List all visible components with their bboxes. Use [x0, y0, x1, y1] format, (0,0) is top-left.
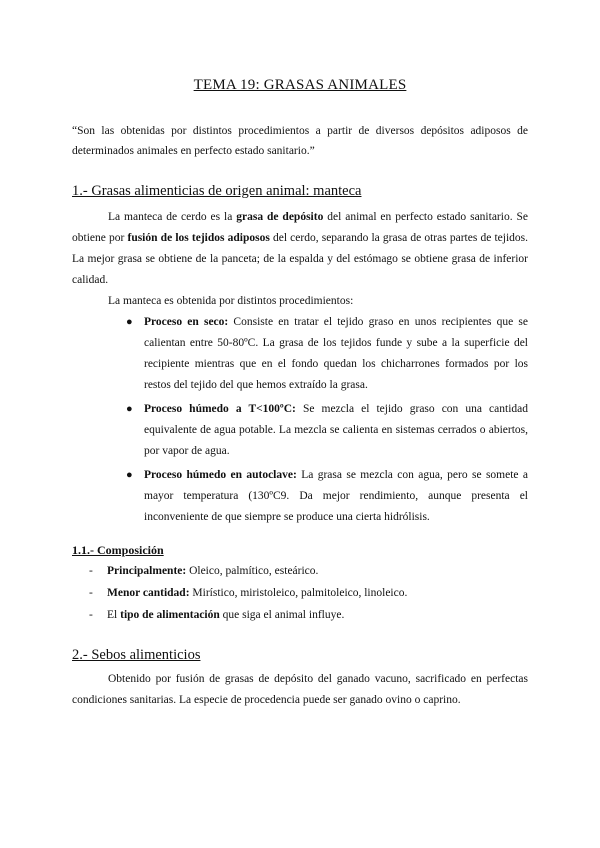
section-1-1-heading: 1.1.- Composición — [72, 543, 164, 557]
bullet-icon: ● — [126, 403, 133, 415]
list-item: ● Proceso en seco: Consiste en tratar el tejido graso en unos recipientes que se calientan entre 50-80ºC. La grasa de los tejidos funde y sube a la superficie del recipiente mientras que en el fondo quedan los chicharrones formados por los restos del tejido del que hemos extraído la grasa. — [126, 312, 528, 396]
list-item: - Menor cantidad: Mirístico, miristoleico, palmitoleico, linoleico. — [89, 582, 529, 604]
section-2-heading: 2.- Sebos alimenticios — [72, 647, 201, 663]
dash-icon: - — [89, 609, 93, 621]
bullet-icon: ● — [126, 469, 133, 481]
list-item: ● Proceso húmedo en autoclave: La grasa se mezcla con agua, pero se somete a mayor temperatura (130ºC9. Da mejor rendimiento, aunque presenta el inconveniente de que siempre se produce una cierta hidrólisis. — [126, 465, 528, 528]
list-item: - Principalmente: Oleico, palmítico, esteárico. — [89, 560, 529, 582]
section-1-paragraph-2: La manteca es obtenida por distintos procedimientos: — [108, 295, 354, 307]
list-item: - El tipo de alimentación que siga el animal influye. — [89, 604, 529, 626]
section-2-paragraph-1: Obtenido por fusión de grasas de depósito del ganado vacuno, sacrificado en perfectas condiciones sanitarias. La especie de procedencia puede ser ganado ovino o caprino. — [72, 673, 528, 706]
dash-icon: - — [89, 587, 93, 599]
page-title: TEMA 19: GRASAS ANIMALES — [193, 77, 407, 93]
process-list — [126, 312, 528, 531]
composition-list — [89, 560, 529, 626]
dash-icon: - — [89, 565, 93, 577]
section-1-heading: 1.- Grasas alimenticias de origen animal: manteca — [72, 183, 362, 199]
intro-quote: “Son las obtenidas por distintos procedimientos a partir de diversos depósitos adiposos de determinados animales en perfecto estado sanitario.” — [72, 125, 528, 157]
section-1-paragraph-1: La manteca de cerdo es la grasa de depósito del animal en perfecto estado sanitario. Se obtiene por fusión de los tejidos adiposos del cerdo, separando la grasa de otras partes de tejidos. La mejor grasa se obtiene de la panceta; de la espalda y del estómago se obtiene grasa de inferior calidad. — [72, 211, 528, 286]
bullet-icon: ● — [126, 316, 133, 328]
list-item: ● Proceso húmedo a T<100ºC: Se mezcla el tejido graso con una cantidad equivalente de agua potable. La mezcla se calienta en sistemas cerrados o abiertos, por vapor de agua. — [126, 399, 528, 462]
